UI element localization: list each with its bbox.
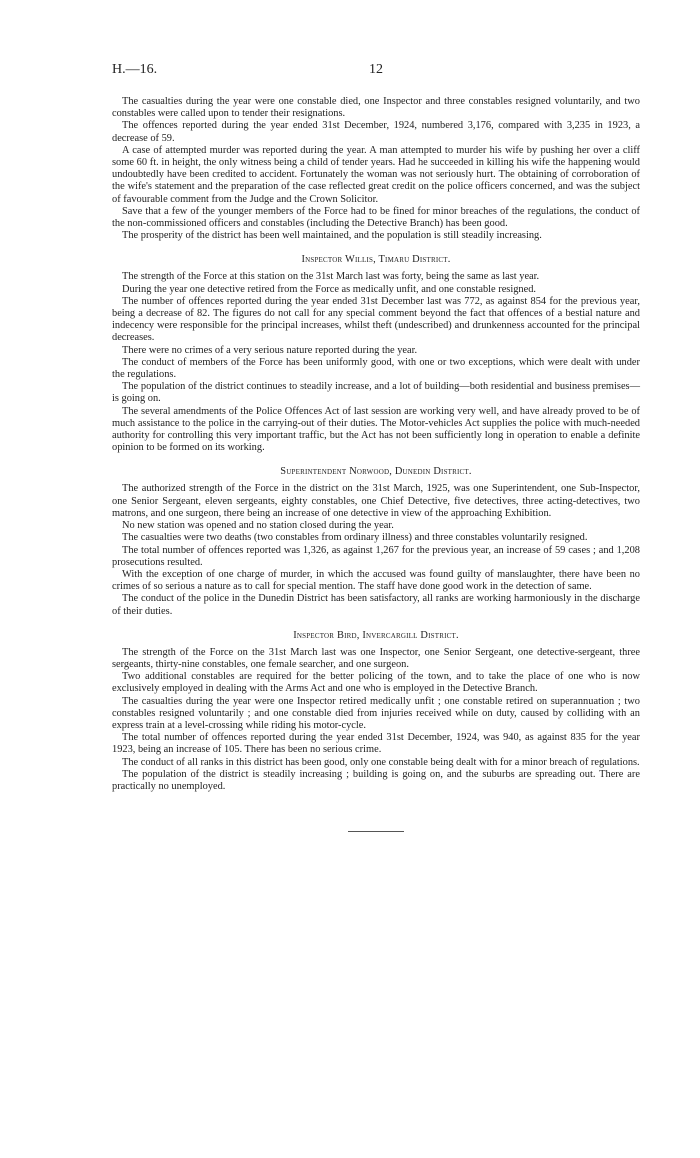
paragraph: The strength of the Force on the 31st March last was one Inspector, one Senior Sergeant, one detective-sergeant, three sergeants, thirty-nine constables, one female searcher, and one surgeon. [112,646,640,670]
section-heading-invercargill: Inspector Bird, Invercargill District. [293,629,459,641]
paragraph: Two additional constables are required for the better policing of the town, and to take the place of one who is now exclusively employed in dealing with the Arms Act and one who is employed in the Detective Branch. [112,671,640,695]
page-header [112,62,640,82]
paragraph: The number of offences reported during the year ended 31st December last was 772, as against 854 for the previous year, being a decrease of 82. The figures do not call for any special comment beyond the fact that offences of a bestial nature and indecency were responsible for the principal increases, whilst theft (undescribed) and drunkenness accounted for the principal decreases. [112,295,640,344]
section-heading-dunedin: Superintendent Norwood, Dunedin District. [280,466,472,478]
paragraph: There were no crimes of a very serious nature reported during the year. [122,344,418,356]
paragraph: The casualties during the year were one Inspector retired medically unfit ; one constable retired on superannuation ; two constables resigned voluntarily ; and one constable died from injuries received while on duty, caused by colliding with an express train at a level-crossing while riding his motor-cycle. [112,695,640,731]
end-rule [348,831,404,832]
paragraph: The casualties during the year were one constable died, one Inspector and three constables resigned voluntarily, and two constables were called upon to tender their resignations. [112,96,640,120]
paragraph: The total number of offences reported during the year ended 31st December, 1924, was 940, as against 835 for the year 1923, being an increase of 105. There has been no serious crime. [112,732,640,756]
paragraph: The prosperity of the district has been well maintained, and the population is still steadily increasing. [122,230,542,242]
paragraph: The conduct of members of the Force has been uniformly good, with one or two exceptions, which were dealt with under the regulations. [112,356,640,381]
paragraph: The several amendments of the Police Offences Act of last session are working very well, and have already proved to be of much assistance to the police in the carrying-out of their duties. The Motor-vehicles Act supplies the police with much-needed authority for controlling this very important traffic, but the Act has not been sufficiently long in operation to enable a definite opinion to be formed on its working. [112,405,640,454]
paragraph: The strength of the Force at this station on the 31st March last was forty, being the same as last year. [122,271,540,283]
paragraph: The authorized strength of the Force in the district on the 31st March, 1925, was one Superintendent, one Sub-Inspector, one Senior Sergeant, eleven sergeants, eighty constables, one Chief Detective, five detectives, three acting-detectives, two matrons, and one surgeon, there being an increase of one detective in view of the approaching Exhibition. [112,483,640,519]
section-heading-timaru: Inspector Willis, Timaru District. [301,254,451,266]
paragraph: The conduct of all ranks in this district has been good, only one constable being dealt with for a minor breach of regulations. [122,756,640,768]
paragraph: Save that a few of the younger members of the Force had to be fined for minor breaches of the regulations, the conduct of the non-commissioned officers and constables (including the Detective Branch) has been good. [112,205,640,230]
paragraph: The population of the district is steadily increasing ; building is going on, and the suburbs are spreading out. There are practically no unemployed. [112,768,640,792]
paragraph: The casualties were two deaths (two constables from ordinary illness) and three constables voluntarily resigned. [122,532,588,544]
page-number: 12 [369,62,383,77]
report-body [112,96,640,832]
paragraph: The conduct of the police in the Dunedin District has been satisfactory, all ranks are working harmoniously in the discharge of their duties. [112,593,640,617]
paragraph: A case of attempted murder was reported during the year. A man attempted to murder his wife by pushing her over a cliff some 60 ft. in height, the only witness being a child of tender years. Had he succeeded in killing his wife the happening would undoubtedly have been credited to accident. Fortunately the woman was not seriously hurt. The obtaining of corroboration of the wife's statement and the preparation of the case reflected great credit on the police officers concerned, and was the subject of favourable comment from the Judge and the Crown Solicitor. [112,144,640,205]
document-reference: H.—16. [112,62,158,77]
paragraph: During the year one detective retired from the Force as medically unfit, and one constable resigned. [122,283,537,295]
paragraph: The offences reported during the year ended 31st December, 1924, numbered 3,176, compared with 3,235 in 1923, a decrease of 59. [112,120,640,144]
paragraph: No new station was opened and no station closed during the year. [122,520,394,532]
paragraph: The population of the district continues to steadily increase, and a lot of building—both residential and business premises—is going on. [112,381,640,405]
paragraph: The total number of offences reported was 1,326, as against 1,267 for the previous year, an increase of 59 cases ; and 1,208 prosecutions resulted. [112,544,640,568]
paragraph: With the exception of one charge of murder, in which the accused was found guilty of manslaughter, there have been no crimes of so serious a nature as to call for special mention. The staff have done good work in the detection of same. [112,568,640,593]
